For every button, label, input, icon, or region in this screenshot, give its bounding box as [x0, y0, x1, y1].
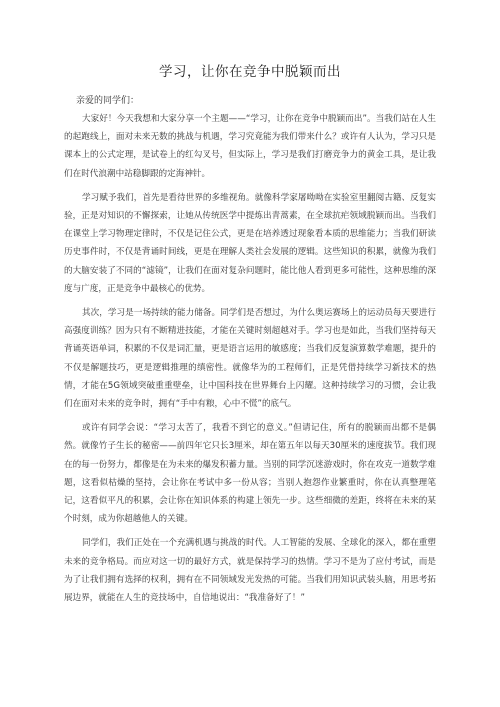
page-title: 学习，让你在竞争中脱颖而出: [159, 64, 341, 80]
paragraph-ability: 其次，学习是一场持续的能力储备。同学们是否想过，为什么奥运赛场上的运动员每天要进行高强度训练？因为只有不断精进技能，才能在关键时刻超越对手。学习也是如此，当我们坚持每天背诵英语单词，积累的不仅是词汇量，更是语言运用的敏感度；当我们反复演算数学难题，提升的不仅是解题技巧，更是逻辑推理的缜密性。就像华为的工程师们，正是凭借持续学习新技术的热情，才能在5G领域突破重重壁垒，让中国科技在世界舞台上闪耀。这种持续学习的习惯，会让我们在面对未来的竞争时，拥有“手中有粮，心中不慌”的底气。: [64, 308, 436, 410]
paragraph-perspective: 学习赋予我们，首先是看待世界的多维视角。就像科学家屠呦呦在实验室里翻阅古籍、反复实验，正是对知识的不懈探索，让她从传统医学中提炼出青蒿素，在全球抗疟领域脱颖而出。当我们在课堂上学习物理定律时，不仅是记住公式，更是在培养透过现象看本质的思维能力；当我们研读历史事件时，不仅是背诵时间线，更是在理解人类社会发展的逻辑。这些知识的积累，就像为我们的大脑安装了不同的“滤镜”，让我们在面对复杂问题时，能比他人看到更多可能性，这种思维的深度与广度，正是竞争中最核心的优势。: [64, 192, 436, 294]
paragraph-persistence: 或许有同学会说：“学习太苦了，我看不到它的意义。”但请记住，所有的脱颖而出都不是偶然。就像竹子生长的秘密——前四年它只长3厘米，却在第五年以每天30厘米的速度拔节。我们现在的每一份努力，都像是在为未来的爆发积蓄力量。当别的同学沉迷游戏时，你在攻克一道数学难题，这看似枯燥的坚持，会让你在考试中多一份从容；当别人抱怨作业繁重时，你在认真整理笔记，这看似平凡的积累，会让你在知识体系的构建上领先一步。这些细微的差距，终将在未来的某个时刻，成为你超越他人的关键。: [64, 423, 436, 525]
paragraph-intro: 大家好！今天我想和大家分享一个主题——“学习，让你在竞争中脱颖而出”。当我们站在人生的起跑线上，面对未来无数的挑战与机遇，学习究竟能为我们带来什么？或许有人认为，学习只是课本上的公式定理，是试卷上的红勾叉号，但实际上，学习是我们打磨竞争力的黄金工具，是让我们在时代浪潮中站稳脚跟的定海神针。: [64, 114, 436, 179]
paragraph-conclusion: 同学们，我们正处在一个充满机遇与挑战的时代。人工智能的发展、全球化的深入，都在重塑未来的竞争格局。而应对这一切的最好方式，就是保持学习的热情。学习不是为了应付考试，而是为了让我们拥有选择的权利，拥有在不同领域发光发热的可能。当我们用知识武装头脑，用思考拓展边界，就能在人生的竞技场中，自信地说出：“我准备好了！”: [64, 538, 436, 604]
salutation: 亲爱的同学们：: [76, 96, 140, 106]
